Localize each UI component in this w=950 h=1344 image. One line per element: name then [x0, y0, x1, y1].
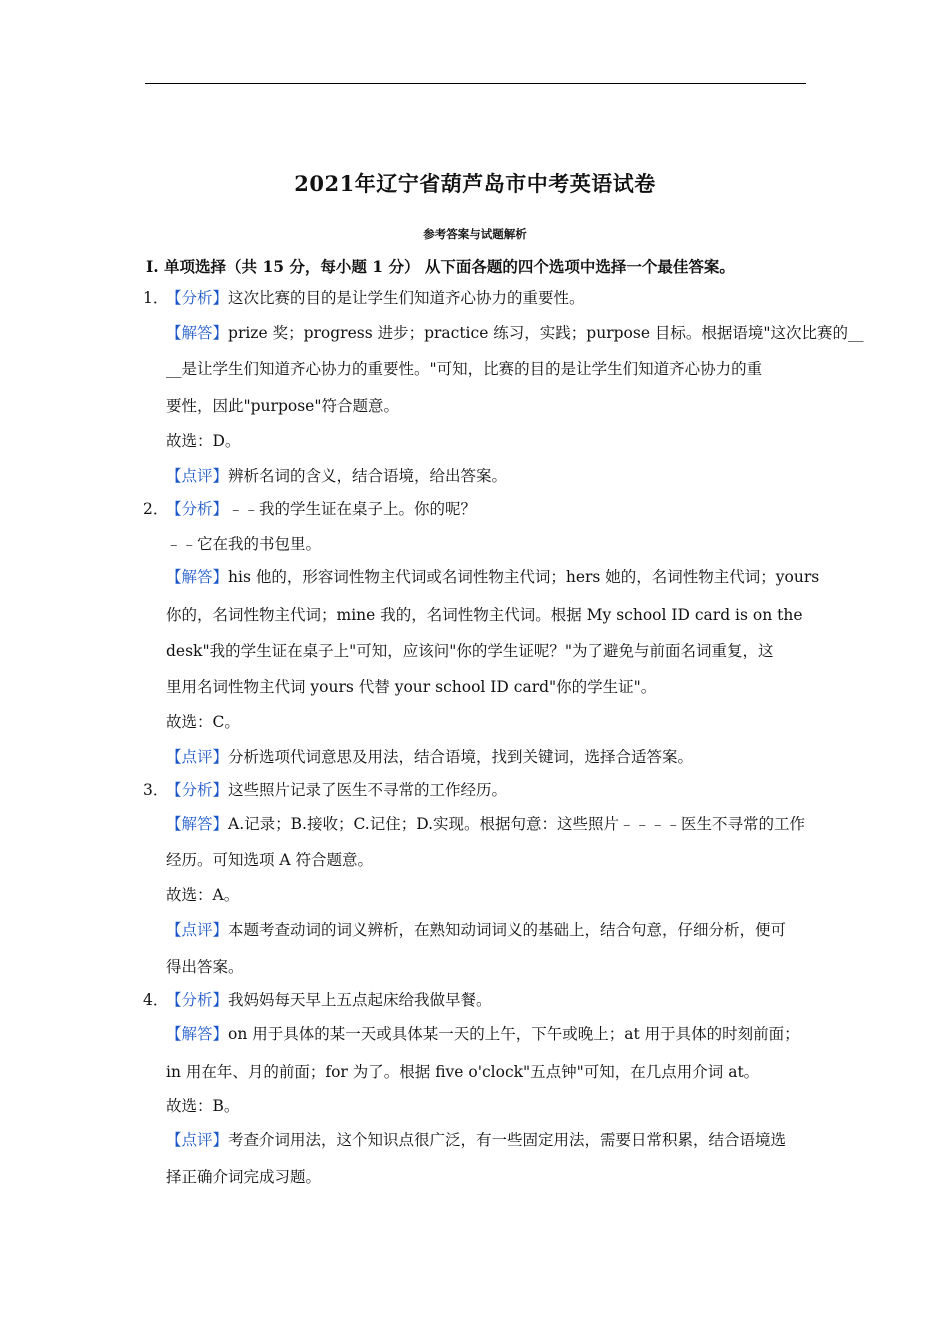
analysis-text: ﹣﹣我的学生证在桌子上。你的呢？	[228, 500, 477, 518]
answer-line: 经历。可知选项 A 符合题意。	[166, 851, 374, 869]
analysis-text: 这次比赛的目的是让学生们知道齐心协力的重要性。	[228, 289, 585, 307]
analysis-tag: 【分析】	[166, 500, 229, 518]
answer-line: __是让学生们知道齐心协力的重要性。"可知，比赛的目的是让学生们知道齐心协力的重	[166, 360, 763, 378]
comment-tag: 【点评】	[166, 467, 229, 485]
question-number: 4．	[143, 991, 169, 1009]
answer-tag: 【解答】	[166, 1025, 229, 1043]
comment-line: 得出答案。	[166, 958, 244, 976]
answer-line	[166, 1023, 806, 1045]
answer-line	[166, 322, 864, 344]
choice-line: 故选：A。	[166, 886, 240, 904]
question-analysis	[166, 287, 806, 309]
answer-tag: 【解答】	[166, 568, 229, 586]
question-analysis	[166, 498, 806, 520]
answer-line: in 用在年、月的前面；for 为了。根据 five o'clock"五点钟"可知，在几点用介词 at。	[166, 1063, 760, 1081]
page-title: 2021年辽宁省葫芦岛市中考英语试卷	[294, 171, 656, 196]
answer-line	[166, 813, 806, 835]
answer-line: 你的，名词性物主代词；mine 我的，名词性物主代词。根据 My school ID card is on the	[166, 606, 803, 624]
header-rule	[145, 83, 806, 84]
answer-line	[166, 566, 820, 588]
analysis-tag: 【分析】	[166, 289, 229, 307]
question-number: 1．	[143, 289, 169, 307]
answer-tag: 【解答】	[166, 324, 229, 342]
comment-tag: 【点评】	[166, 1131, 229, 1149]
answer-line: desk"我的学生证在桌子上"可知，应该问"你的学生证呢？"为了避免与前面名词重复，这	[166, 642, 774, 660]
comment-line: 择正确介词完成习题。	[166, 1168, 322, 1186]
answer-line: 里用名词性物主代词 yours 代替 your school ID card"你的学生证"。	[166, 678, 657, 696]
answer-line: 要性，因此"purpose"符合题意。	[166, 397, 399, 415]
comment-text: 分析选项代词意思及用法，结合语境，找到关键词，选择合适答案。	[228, 748, 694, 766]
comment-text: 考查介词用法，这个知识点很广泛，有一些固定用法，需要日常积累，结合语境选	[228, 1131, 787, 1149]
comment-tag: 【点评】	[166, 921, 229, 939]
section-heading: Ⅰ. 单项选择（共 15 分，每小题 1 分） 从下面各题的四个选项中选择一个最佳答案。	[146, 257, 735, 276]
answer-tag: 【解答】	[166, 815, 229, 833]
comment-line	[166, 1129, 806, 1151]
answer-text: A.记录；B.接收；C.记住；D.实现。根据句意：这些照片﹣﹣﹣﹣医生不寻常的工作	[228, 815, 805, 833]
choice-line: 故选：B。	[166, 1097, 240, 1115]
question-number: 3．	[143, 781, 169, 799]
question-analysis	[166, 779, 806, 801]
comment-line	[166, 919, 806, 941]
choice-line: 故选：D。	[166, 432, 241, 450]
comment-line	[166, 746, 806, 768]
analysis-continuation: ﹣﹣它在我的书包里。	[166, 535, 322, 553]
question-analysis	[166, 989, 806, 1011]
page-subtitle: 参考答案与试题解析	[423, 227, 527, 241]
question-number: 2．	[143, 500, 169, 518]
answer-text: his 他的，形容词性物主代词或名词性物主代词；hers 她的，名词性物主代词；yours	[228, 568, 820, 586]
analysis-tag: 【分析】	[166, 991, 229, 1009]
comment-tag: 【点评】	[166, 748, 229, 766]
analysis-text: 这些照片记录了医生不寻常的工作经历。	[228, 781, 508, 799]
analysis-text: 我妈妈每天早上五点起床给我做早餐。	[228, 991, 492, 1009]
comment-line	[166, 465, 806, 487]
answer-text: on 用于具体的某一天或具体某一天的上午，下午或晚上；at 用于具体的时刻前面；	[228, 1025, 800, 1043]
analysis-tag: 【分析】	[166, 781, 229, 799]
choice-line: 故选：C。	[166, 713, 240, 731]
comment-text: 辨析名词的含义，结合语境，给出答案。	[228, 467, 508, 485]
comment-text: 本题考查动词的词义辨析，在熟知动词词义的基础上，结合句意，仔细分析，便可	[228, 921, 787, 939]
answer-text: prize 奖；progress 进步；practice 练习，实践；purpose 目标。根据语境"这次比赛的__	[228, 324, 864, 342]
